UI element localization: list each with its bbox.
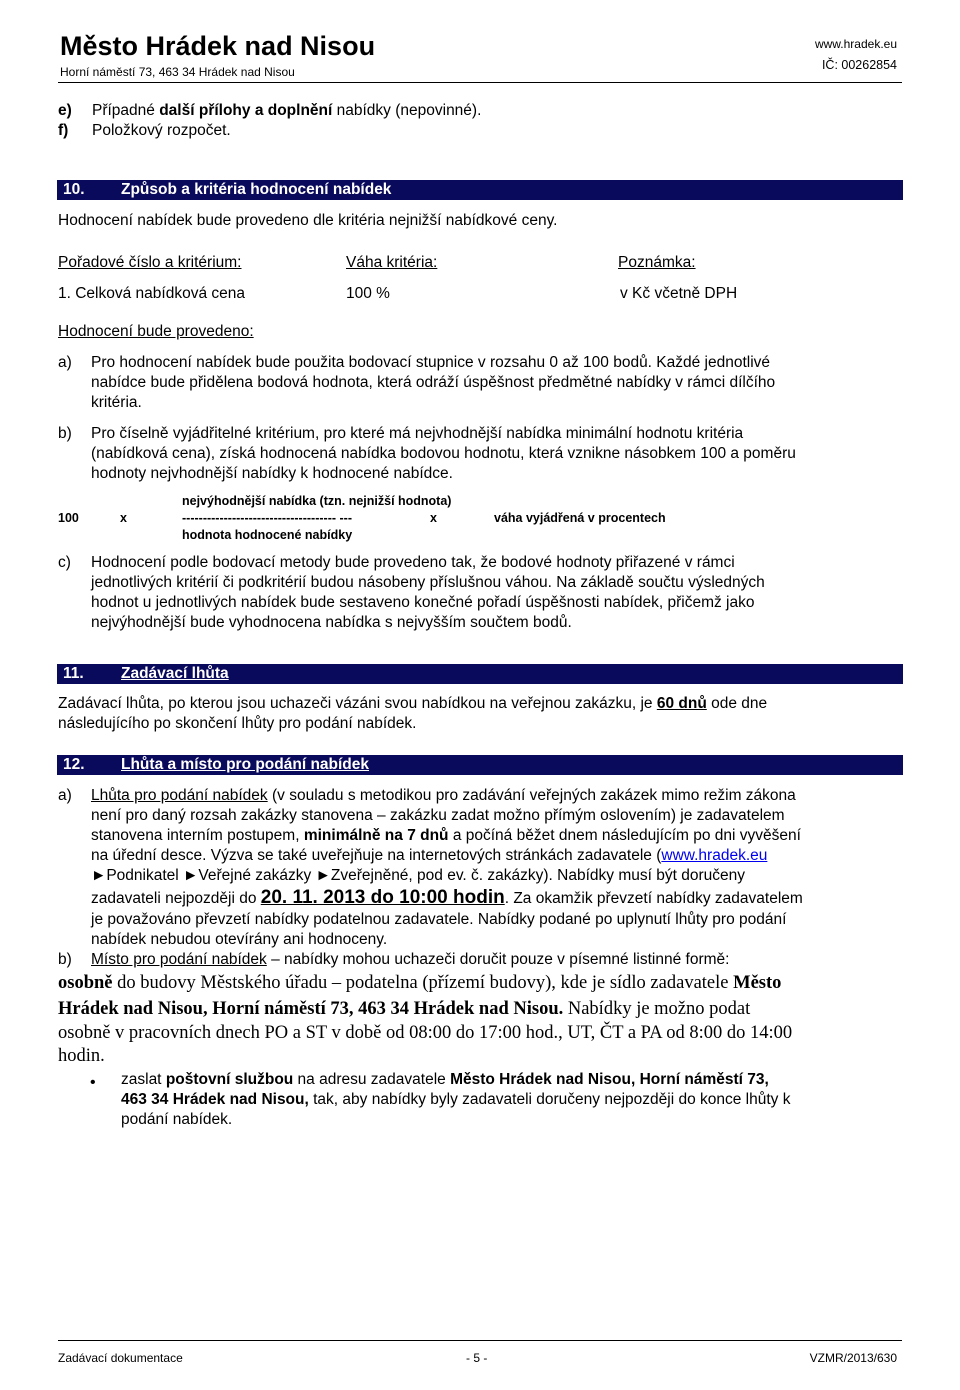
formula-denominator: hodnota hodnocené nabídky bbox=[182, 528, 353, 542]
list-text: Případné další přílohy a doplnění nabídky (nepovinné). bbox=[92, 102, 482, 119]
bullet-icon: • bbox=[90, 1074, 96, 1091]
eval-item-a: a) Pro hodnocení nabídek bude použita bodovací stupnice v rozsahu 0 až 100 bodů. Každé jednotlivé nabídce bude přidělena bodová hodnota, která odráží úspěšnost předmětné nabídky v rámci dílčího kritéria. bbox=[58, 354, 776, 411]
section-title: Způsob a kritéria hodnocení nabídek bbox=[121, 181, 392, 198]
section-title: Lhůta a místo pro podání nabídek bbox=[121, 756, 370, 773]
list-item bbox=[58, 121, 481, 141]
section-number: 12. bbox=[63, 756, 85, 773]
formula-100: 100 bbox=[58, 511, 79, 525]
section-number: 10. bbox=[63, 181, 85, 198]
formula-numerator: nejvýhodnější nabídka (tzn. nejnižší hodnota) bbox=[182, 494, 452, 508]
criteria-col-header-note: Poznámka: bbox=[618, 254, 696, 271]
criteria-col-header-weight: Váha kritéria: bbox=[346, 254, 438, 271]
delivery-personal-3: osobně v pracovních dnech PO a ST v době od 08:00 do 17:00 hod., UT, ČT a PA od 8:00 do 14:00 bbox=[58, 1023, 793, 1043]
section-10-heading bbox=[57, 180, 903, 200]
delivery-personal-2: Hrádek nad Nisou, Horní náměstí 73, 463 34 Hrádek nad Nisou. Nabídky je možno podat bbox=[58, 999, 751, 1019]
deadline-item-b: b) Místo pro podání nabídek – nabídky mohou uchazeči doručit pouze v písemné listinné formě: bbox=[58, 951, 730, 968]
header-divider bbox=[58, 82, 902, 83]
delivery-post-3: podání nabídek. bbox=[121, 1111, 233, 1128]
section-10-intro: Hodnocení nabídek bude provedeno dle kritéria nejnižší nabídkové ceny. bbox=[58, 212, 558, 229]
delivery-post-2: 463 34 Hrádek nad Nisou, tak, aby nabídky byly zadavateli doručeny nejpozději do konce lhůty k bbox=[121, 1091, 791, 1108]
section-11-text: Zadávací lhůta, po kterou jsou uchazeči vázáni svou nabídkou na veřejnou zakázku, je 60 dnů ode dne bbox=[58, 695, 768, 712]
section-number: 11. bbox=[63, 665, 84, 682]
header-web-link[interactable]: www.hradek.eu bbox=[814, 37, 897, 51]
criteria-row-name: 1. Celková nabídková cena bbox=[58, 285, 245, 302]
evaluation-heading: Hodnocení bude provedeno: bbox=[58, 323, 254, 340]
item-label: a) bbox=[58, 354, 72, 371]
item-label: b) bbox=[58, 951, 72, 968]
criteria-col-header-order: Pořadové číslo a kritérium: bbox=[58, 254, 242, 271]
hradek-link[interactable]: www.hradek.eu bbox=[661, 847, 768, 864]
formula-weight: váha vyjádřená v procentech bbox=[494, 511, 666, 525]
item-label: b) bbox=[58, 425, 72, 442]
attachments-list bbox=[58, 101, 481, 141]
formula-multiply-2: x bbox=[430, 511, 437, 525]
footer-divider bbox=[58, 1340, 902, 1341]
delivery-personal-1: osobně do budovy Městského úřadu – podatelna (přízemí budovy), kde je sídlo zadavatele Město bbox=[58, 973, 782, 993]
deadline-date: 20. 11. 2013 do 10:00 hodin bbox=[260, 887, 505, 908]
footer-right: VZMR/2013/630 bbox=[809, 1351, 897, 1365]
criteria-row-note: v Kč včetně DPH bbox=[620, 285, 738, 302]
list-label: e) bbox=[58, 102, 72, 119]
criteria-row-weight: 100 % bbox=[346, 285, 390, 302]
deadline-item-a: a) Lhůta pro podání nabídek (v souladu s metodikou pro zadávání veřejných zakázek mimo režim zákona není pro daný rozsah zakázky stanovena – zakázku zadat možno přímým oslovením) je zadavatelem stanovena interním postupem, minimálně na 7 dnů a počíná běžet dnem následujícím po dni vyvěšení na úřední desce. Výzva se také uveřejňuje na internetových stránkách zadavatele (www.hradek.eu ►Podnikatel ►Veřejné zakázky ►Zveřejněné, pod ev. č. zakázky). Nabídky musí být doručeny zadavateli nejpozději do 20. 11. 2013 do 10:00 hodin. Za okamžik převzetí nabídky zadavatelem je považováno převzetí nabídky podatelnou zadavatele. Nabídky podané po uplynutí lhůty pro podání nabídek nebudou otevírány ani hodnoceny. bbox=[58, 787, 803, 948]
formula-fraction-bar: ------------------------------------- --- bbox=[182, 511, 352, 525]
section-12-heading bbox=[57, 755, 903, 775]
list-label: f) bbox=[58, 122, 69, 139]
formula-multiply-1: x bbox=[120, 511, 127, 525]
eval-item-c: c) Hodnocení podle bodovací metody bude provedeno tak, že bodové hodnoty přiřazené v rámci jednotlivých kritérií či podkritérií budou násobeny příslušnou váhou. Na základě součtu výsledných hodnot u jednotlivých nabídek bude sestaveno konečné pořadí úspěšnosti nabídek, přičemž jako nejvýhodnější bude vyhodnocena nabídka s nejvyšším součtem bodů. bbox=[58, 554, 765, 631]
section-11-text-2: následujícího po skončení lhůty pro podání nabídek. bbox=[58, 715, 417, 732]
page-title: Město Hrádek nad Nisou bbox=[60, 31, 376, 61]
footer-page-number: - 5 - bbox=[466, 1351, 488, 1365]
delivery-post-1: zaslat poštovní službou na adresu zadavatele Město Hrádek nad Nisou, Horní náměstí 73, bbox=[121, 1071, 769, 1088]
section-title: Zadávací lhůta bbox=[121, 665, 229, 682]
delivery-personal-4: hodin. bbox=[58, 1046, 105, 1066]
header-ic: IČ: 00262854 bbox=[821, 58, 897, 72]
list-item bbox=[58, 101, 481, 121]
section-11-heading bbox=[57, 664, 903, 684]
item-label: a) bbox=[58, 787, 72, 804]
list-text: Položkový rozpočet. bbox=[92, 122, 231, 139]
eval-item-b: b) Pro číselně vyjádřitelné kritérium, pro které má nejvhodnější nabídka minimální hodnotu kritéria (nabídková cena), získá hodnocená nabídka bodovou hodnotu, která vznikne násobkem 100 a poměru hodnoty nejvhodnější nabídky k hodnocené nabídce. bbox=[58, 425, 796, 482]
footer-left: Zadávací dokumentace bbox=[58, 1351, 183, 1365]
item-label: c) bbox=[58, 554, 71, 571]
header-address: Horní náměstí 73, 463 34 Hrádek nad Nisou bbox=[60, 65, 295, 79]
